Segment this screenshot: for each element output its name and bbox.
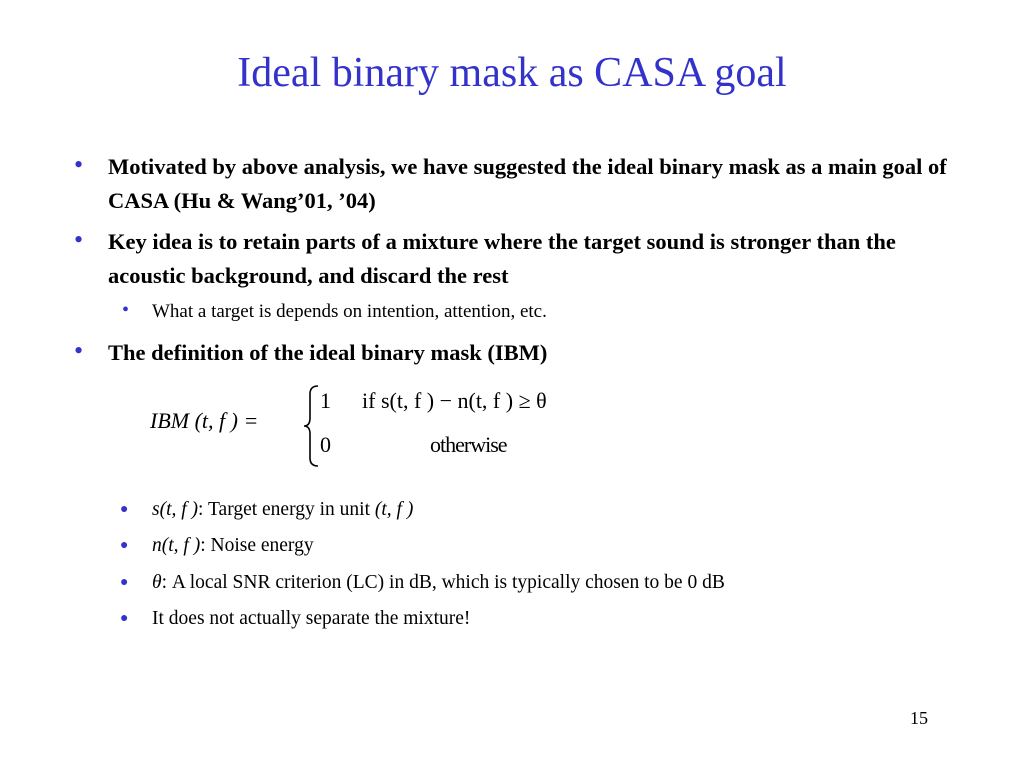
formula-case2-value: 0 (320, 432, 331, 457)
left-brace-icon (302, 384, 322, 468)
definition-s (120, 497, 952, 523)
bullet-text: Motivated by above analysis, we have suggested the ideal binary mask as a main goal of CASA (Hu & Wang’01, ’04) (108, 154, 947, 213)
formula-case2-condition: otherwise (430, 432, 507, 457)
definition-text: : A local SNR criterion (LC) in dB, which is typically chosen to be 0 dB (161, 572, 725, 593)
definition-n (120, 533, 952, 559)
definition-unit: (t, f ) (374, 499, 414, 520)
definition-text: : Target energy in unit (198, 499, 375, 520)
bullet-dot: ● (120, 611, 129, 626)
definition-term: s(t, f ) (152, 499, 199, 520)
slide-title: Ideal binary mask as CASA goal (237, 50, 787, 96)
bullet-dot: ● (120, 575, 129, 590)
bullet-text: What a target is depends on intention, attention, etc. (152, 301, 547, 322)
definition-theta (120, 570, 952, 596)
definition-term: n(t, f ) (152, 535, 201, 556)
formula-case1-condition: if s(t, f ) − n(t, f ) ≥ θ (362, 388, 547, 413)
bullet-dot: ● (120, 538, 129, 553)
bullet-dot: • (122, 299, 130, 321)
bullet-key-idea (74, 225, 948, 293)
sub-bullet-target (122, 299, 932, 325)
bullet-text: Key idea is to retain parts of a mixture where the target sound is stronger than the acoustic background, and discard the rest (108, 229, 896, 288)
bullet-dot: • (74, 150, 84, 179)
bullet-dot: ● (120, 502, 129, 517)
bullet-text: The definition of the ideal binary mask (IBM) (108, 340, 548, 365)
bullet-definition (74, 336, 948, 370)
definition-text: It does not actually separate the mixture! (152, 608, 471, 629)
definition-text: : Noise energy (200, 535, 314, 556)
note-no-separation (120, 606, 952, 632)
formula-lhs: IBM (t, f ) = (150, 408, 259, 433)
ibm-formula (150, 380, 650, 470)
page-number: 15 (910, 708, 928, 728)
definition-term: θ (152, 572, 162, 593)
bullet-dot: • (74, 336, 84, 365)
bullet-dot: • (74, 225, 84, 254)
formula-case1-value: 1 (320, 388, 331, 413)
bullet-motivation (74, 150, 948, 218)
